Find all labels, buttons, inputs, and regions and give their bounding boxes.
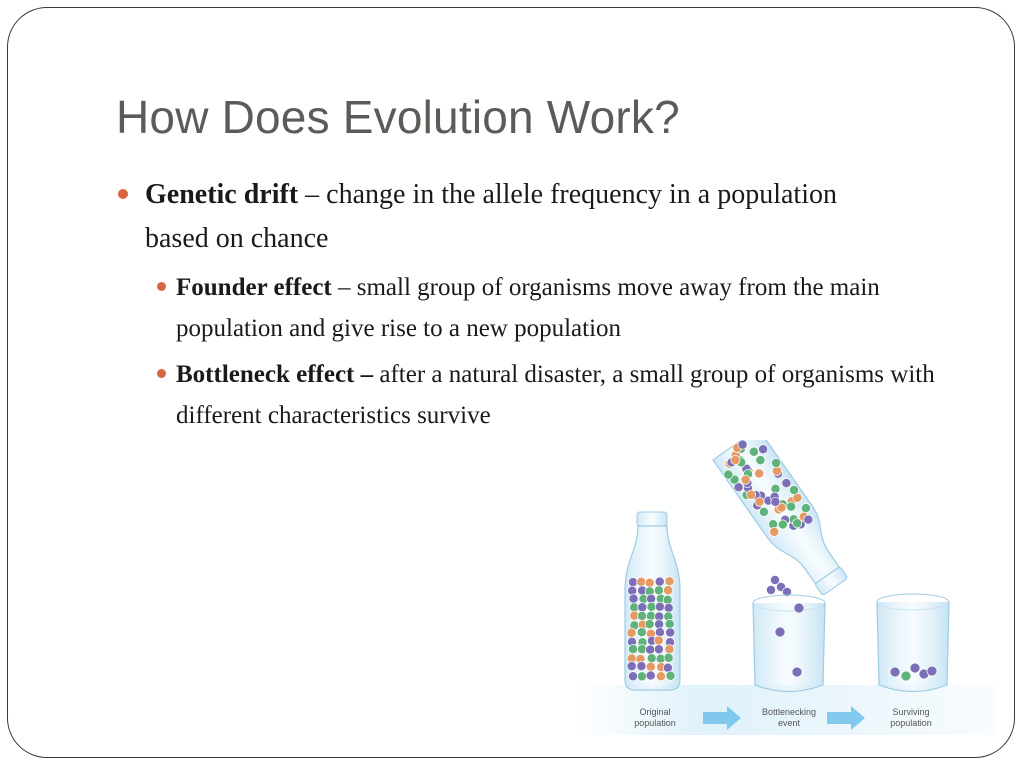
bead: [794, 603, 804, 613]
bead: [655, 577, 664, 586]
original-population-beads: [627, 577, 675, 681]
slide-title: How Does Evolution Work?: [116, 91, 680, 143]
bead: [901, 671, 911, 681]
bullet-dot-icon: [118, 189, 128, 199]
label-surviving-1: Surviving: [892, 707, 930, 717]
bead: [766, 585, 775, 594]
bead: [647, 654, 656, 663]
bead: [775, 627, 785, 637]
bead: [645, 620, 654, 629]
bead: [770, 527, 779, 536]
bead: [646, 671, 655, 680]
bead: [646, 611, 655, 620]
bead: [927, 666, 937, 676]
bead: [645, 578, 654, 587]
bead: [804, 515, 813, 524]
label-bottleneck-2: event: [777, 718, 801, 728]
bead: [789, 485, 798, 494]
bullet-dot-icon: [157, 369, 166, 378]
bullet-separator: –: [331, 274, 357, 301]
bead: [628, 578, 637, 587]
bullet-text: small group of organisms move away from the main population and give rise to a new population: [176, 274, 880, 342]
bead: [654, 636, 663, 645]
bullet-founder-effect: [176, 267, 966, 349]
bead: [655, 628, 664, 637]
bead: [772, 458, 781, 467]
label-bottleneck-1: Bottlenecking: [761, 707, 817, 717]
bead: [747, 490, 756, 499]
bullet-text: after a natural disaster, a small group of organisms with different characteristics survive: [176, 361, 935, 429]
bead: [801, 504, 810, 513]
bead: [787, 502, 796, 511]
bullet-bottleneck-effect: [176, 354, 966, 436]
bottleneck-illustration: [575, 440, 995, 745]
bead: [665, 619, 674, 628]
label-surviving-2: population: [890, 718, 932, 728]
bead: [628, 645, 637, 654]
bullet-separator: –: [298, 179, 327, 210]
bead: [755, 469, 764, 478]
bead: [655, 602, 664, 611]
bead: [664, 653, 673, 662]
surviving-beaker: [877, 594, 949, 692]
bead: [738, 440, 747, 449]
bead: [771, 497, 780, 506]
bead: [665, 577, 674, 586]
bead: [656, 672, 665, 681]
bead: [755, 497, 764, 506]
bullet-term: Genetic drift: [145, 179, 299, 210]
bead: [637, 672, 646, 681]
bead: [666, 671, 675, 680]
bead: [627, 628, 636, 637]
bullet-genetic-drift: [145, 173, 865, 261]
bead: [666, 628, 675, 637]
bead: [664, 586, 673, 595]
bullet-term: Bottleneck effect –: [176, 361, 374, 388]
bead: [792, 667, 802, 677]
bead: [724, 470, 733, 479]
bead: [637, 645, 646, 654]
bullet-dot-icon: [157, 282, 166, 291]
bead: [756, 456, 765, 465]
bead: [910, 663, 920, 673]
bead: [664, 603, 673, 612]
bead: [782, 479, 791, 488]
bead: [646, 662, 655, 671]
bead: [890, 667, 900, 677]
bead: [741, 475, 750, 484]
bead: [749, 447, 758, 456]
bead: [647, 602, 656, 611]
bead: [654, 645, 663, 654]
bead: [731, 455, 740, 464]
bead: [638, 603, 647, 612]
bead: [637, 577, 646, 586]
bead: [627, 662, 636, 671]
bead: [778, 520, 787, 529]
bead: [793, 519, 802, 528]
bead: [628, 672, 637, 681]
bead: [654, 586, 663, 595]
bead: [646, 645, 655, 654]
bottleneck-beaker: [753, 595, 825, 692]
bead: [665, 645, 674, 654]
bead: [637, 628, 646, 637]
bead: [629, 594, 638, 603]
bead: [759, 445, 768, 454]
bullet-text: change in the allele frequency in a population based on chance: [145, 179, 837, 254]
label-original-2: population: [634, 718, 676, 728]
bullet-term: Founder effect: [176, 274, 332, 301]
label-original-1: Original: [639, 707, 671, 717]
bead: [637, 611, 646, 620]
bead: [637, 662, 646, 671]
